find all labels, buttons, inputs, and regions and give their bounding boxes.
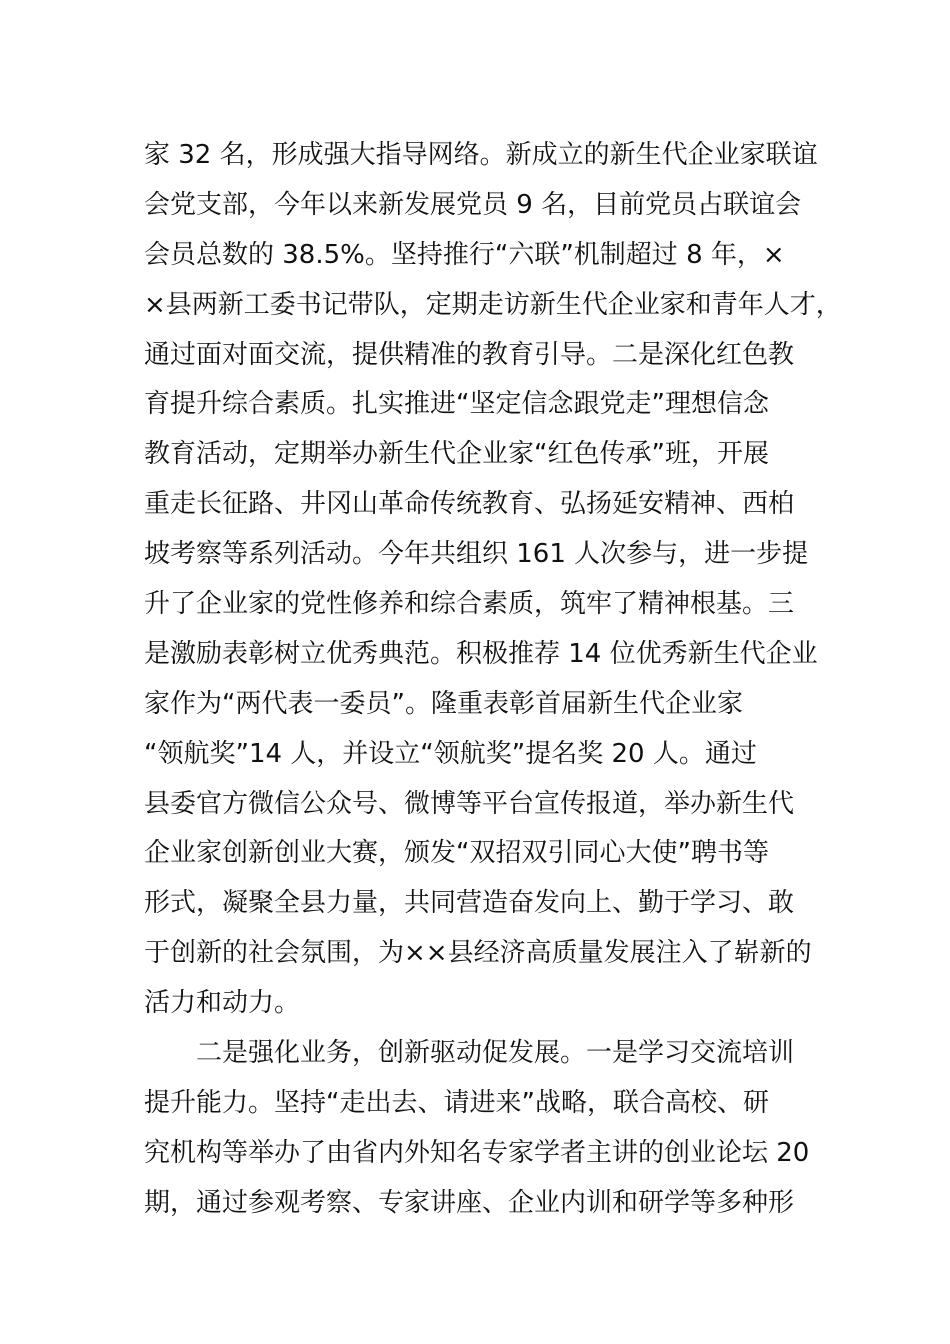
text-line: 教育活动，定期举办新生代企业家“红色传承”班，开展 [144,439,769,470]
text-line: 二是强化业务，创新驱动促发展。一是学习交流培训 [144,1038,795,1069]
text-line: 究机构等举办了由省内外知名专家学者主讲的创业论坛 20 [144,1137,810,1168]
text-line: 形式，凝聚全县力量，共同营造奋发向上、勤于学习、敢 [144,888,795,919]
text-line: 县委官方微信公众号、微博等平台宣传报道，举办新生代 [144,788,795,819]
text-line: 活力和动力。 [144,988,301,1019]
text-line: 升了企业家的党性修养和综合素质，筑牢了精神根基。三 [144,589,795,620]
text-line: 于创新的社会氛围，为××县经济高质量发展注入了崭新的 [144,938,812,969]
text-line: 家作为“两代表一委员”。隆重表彰首届新生代企业家 [144,688,743,719]
text-line: 通过面对面交流，提供精准的教育引导。二是深化红色教 [144,339,795,370]
text-line: 家 32 名，形成强大指导网络。新成立的新生代企业家联谊 [144,140,818,170]
text-line: ×县两新工委书记带队，定期走访新生代企业家和青年人才， [144,289,842,320]
text-line: 企业家创新创业大赛，颁发“双招双引同心大使”聘书等 [144,838,769,869]
text-line: “领航奖”14 人，并设立“领航奖”提名奖 20 人。通过 [144,738,757,769]
text-line: 是激励表彰树立优秀典范。积极推荐 14 位优秀新生代企业 [144,638,818,669]
text-line: 会党支部，今年以来新发展党员 9 名，目前党员占联谊会 [144,189,802,220]
text-line: 育提升综合素质。扎实推进“坚定信念跟党走”理想信念 [144,389,769,420]
text-line: 期，通过参观考察、专家讲座、企业内训和研学等多种形 [144,1187,795,1218]
body-text [144,131,844,1229]
text-line: 会员总数的 38.5%。坚持推行“六联”机制超过 8 年，× [144,239,785,270]
text-line: 坡考察等系列活动。今年共组织 161 人次参与，进一步提 [144,539,809,570]
text-line: 提升能力。坚持“走出去、请进来”战略，联合高校、研 [144,1087,769,1118]
text-line: 重走长征路、井冈山革命传统教育、弘扬延安精神、西柏 [144,489,795,520]
